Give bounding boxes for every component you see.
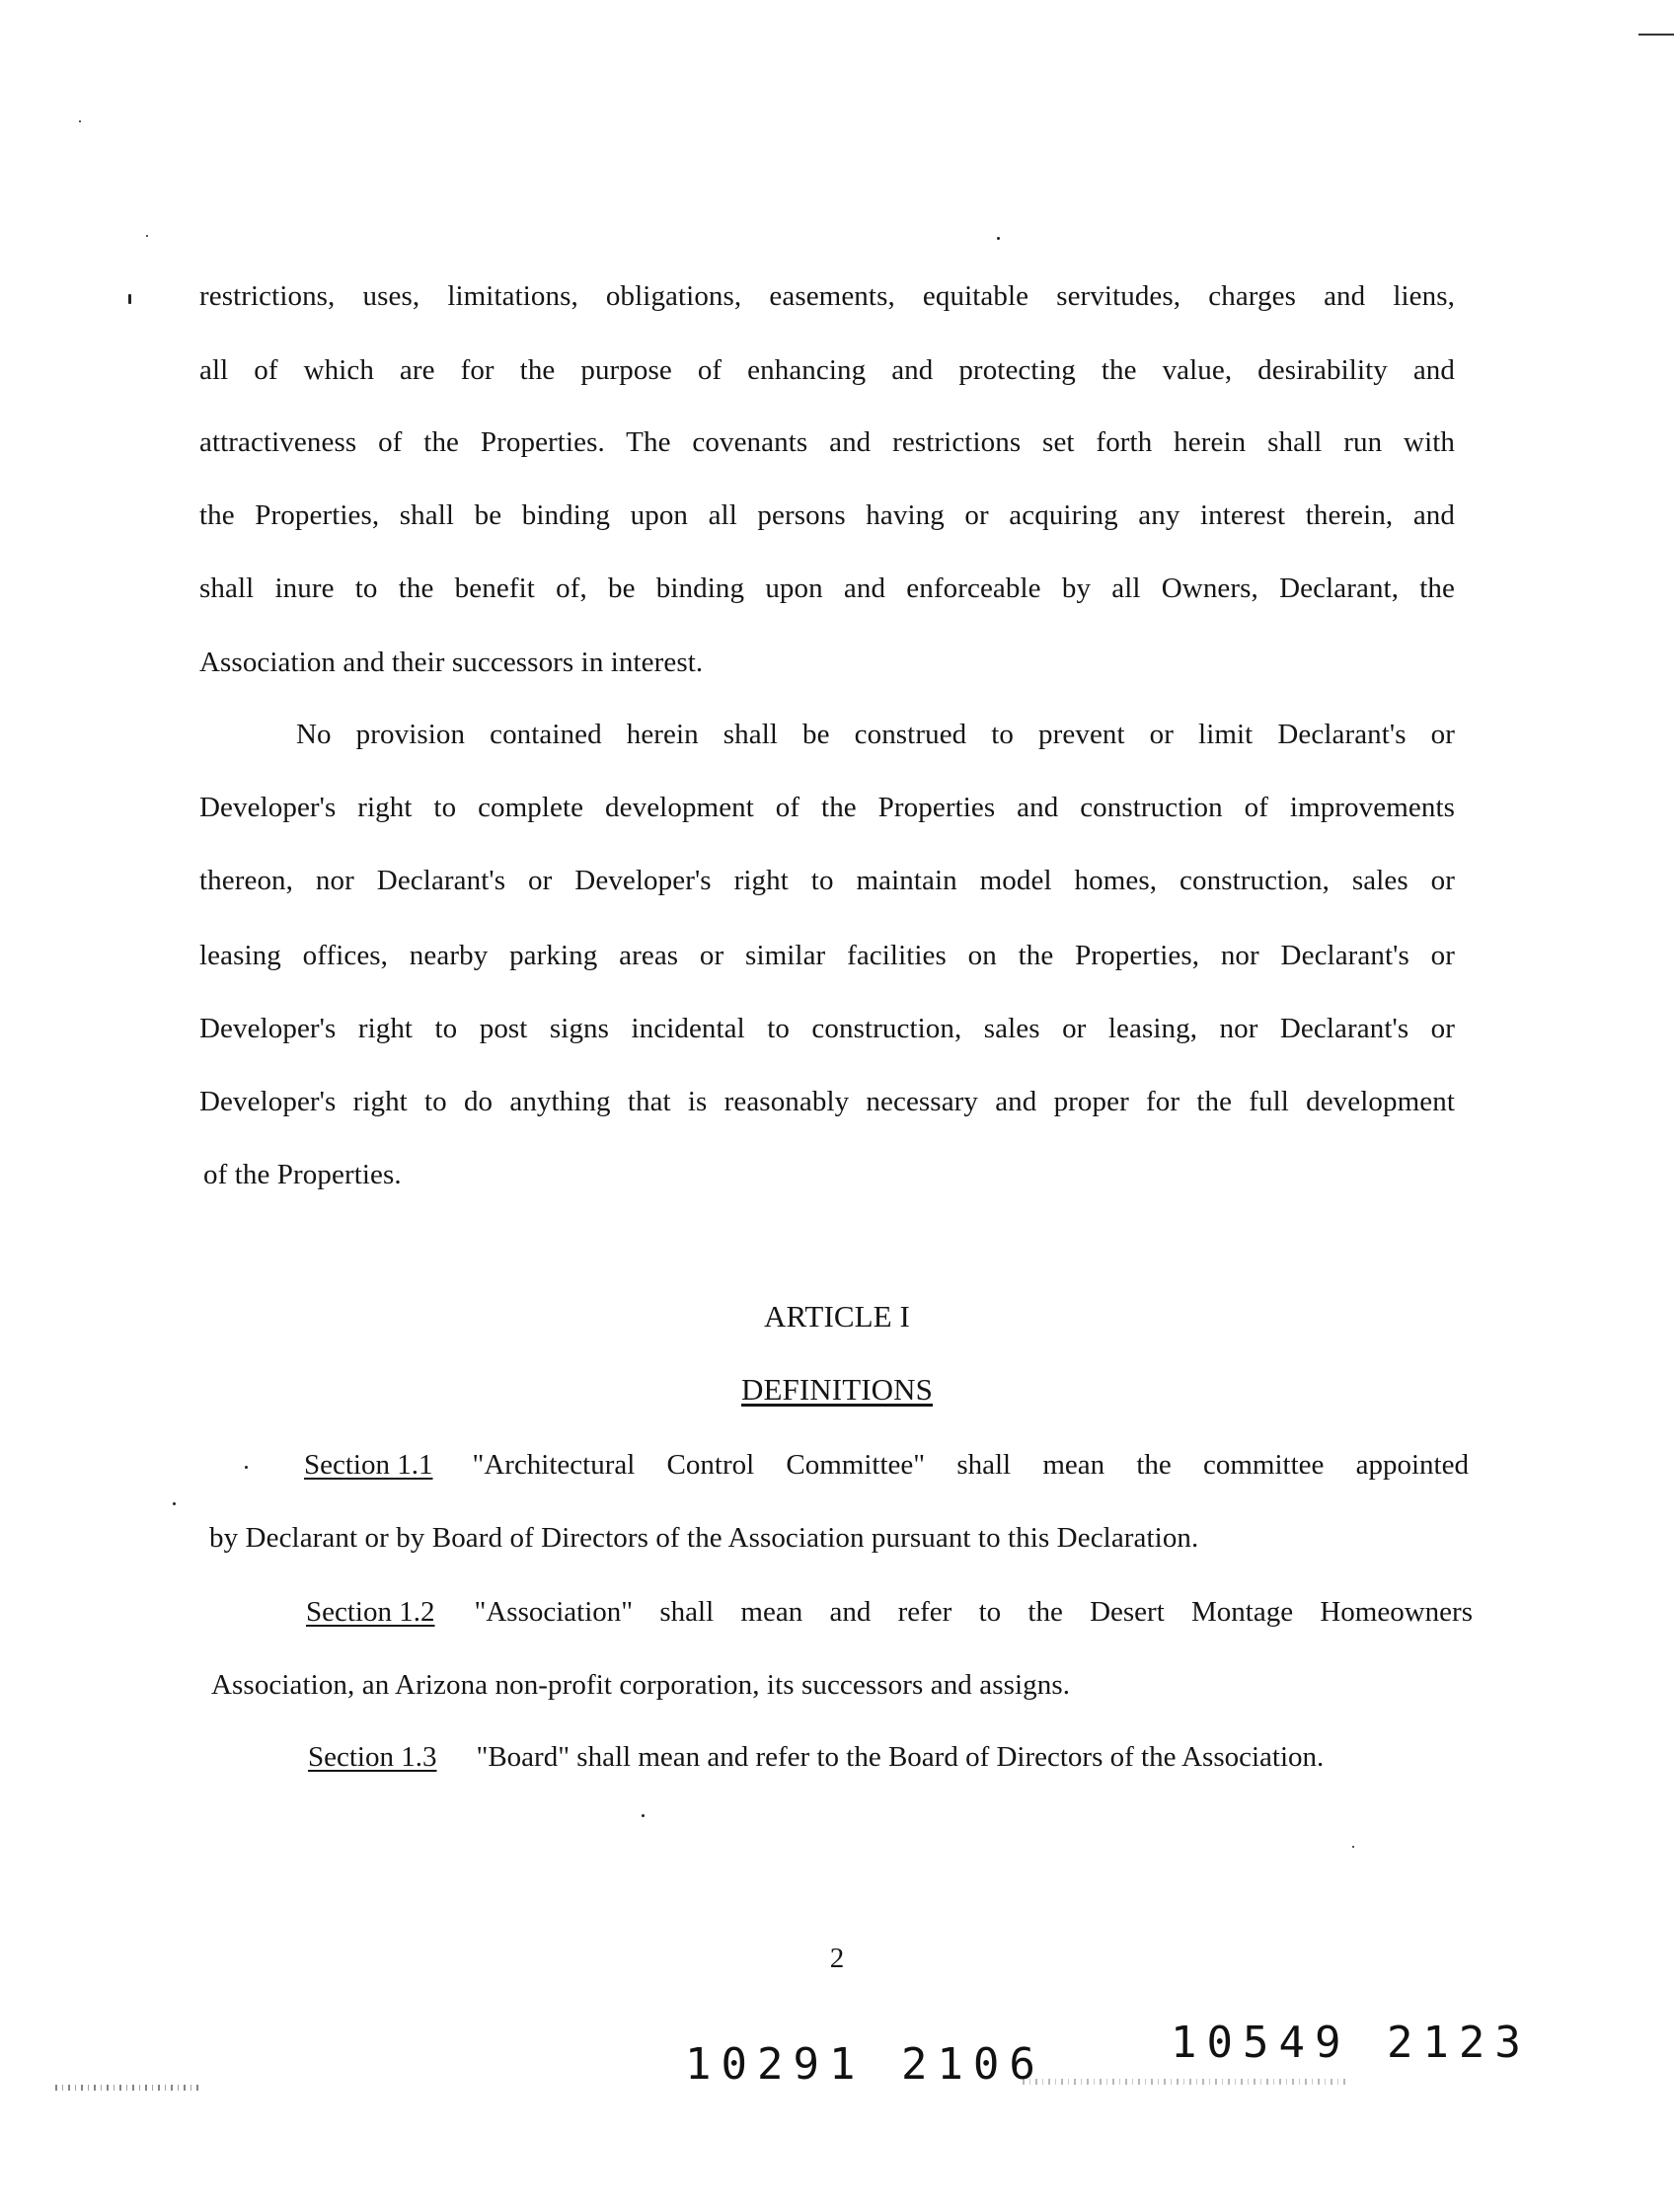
scan-noise-bottom — [1023, 2079, 1348, 2085]
paragraph-1-line-1: restrictions, uses, limitations, obligations, easements, equitable servitudes, charges and liens, — [199, 280, 1455, 312]
paragraph-1-line-4: the Properties, shall be binding upon all persons having or acquiring any interest therein, and — [199, 499, 1455, 531]
scan-noise-left — [55, 2085, 203, 2091]
page-number: 2 — [829, 1943, 845, 1974]
scan-speck — [79, 120, 81, 122]
scan-speck — [173, 1502, 176, 1505]
paragraph-2-line-6: Developer's right to do anything that is reasonably necessary and proper for the full development — [199, 1086, 1455, 1117]
paragraph-1-line-5: shall inure to the benefit of, be binding upon and enforceable by all Owners, Declarant, the — [199, 572, 1455, 604]
scan-corner-mark — [1638, 34, 1674, 36]
recording-stamp-left: 10291 2106 — [685, 2039, 1045, 2090]
scan-speck — [642, 1814, 645, 1817]
paragraph-2-line-4: leasing offices, nearby parking areas or similar facilities on the Properties, nor Declarant's or — [199, 940, 1455, 971]
article-title — [0, 1372, 1674, 1408]
section-1-1-text: "Architectural Control Committee" shall mean the committee appointed — [472, 1449, 1469, 1481]
paragraph-2-line-3: thereon, nor Declarant's or Developer's right to maintain model homes, construction, sales or — [199, 865, 1455, 896]
scan-speck — [146, 235, 148, 237]
scan-speck — [997, 237, 1000, 240]
section-1-2-text: "Association" shall mean and refer to the Desert Montage Homeowners — [474, 1596, 1473, 1628]
scan-speck — [1352, 1846, 1354, 1848]
paragraph-2-line-5: Developer's right to post signs incidental to construction, sales or leasing, nor Declarant's or — [199, 1013, 1455, 1044]
section-1-1-continuation: by Declarant or by Board of Directors of the Association pursuant to this Declaration. — [209, 1522, 1199, 1554]
paragraph-2-line-7: of the Properties. — [203, 1159, 402, 1190]
section-1-3-first-line — [308, 1739, 1473, 1775]
paragraph-2-line-1: No provision contained herein shall be construed to prevent or limit Declarant's or — [296, 719, 1455, 750]
scan-speck — [128, 294, 131, 304]
article-number: ARTICLE I — [764, 1299, 910, 1334]
paragraph-1-line-3: attractiveness of the Properties. The covenants and restrictions set forth herein shall run with — [199, 426, 1455, 458]
article-title-text: DEFINITIONS — [741, 1372, 933, 1407]
section-1-1-label: Section 1.1 — [304, 1449, 433, 1481]
section-1-2-label: Section 1.2 — [306, 1596, 435, 1628]
scan-speck — [245, 1466, 248, 1469]
section-1-3-label: Section 1.3 — [308, 1741, 437, 1773]
section-1-2-continuation: Association, an Arizona non-profit corporation, its successors and assigns. — [211, 1669, 1071, 1701]
paragraph-1-line-2: all of which are for the purpose of enhancing and protecting the value, desirability and — [199, 354, 1455, 386]
section-1-1-first-line — [304, 1447, 1469, 1483]
section-1-3-text: "Board" shall mean and refer to the Board of Directors of the Association. — [476, 1741, 1325, 1773]
section-1-2-first-line — [306, 1594, 1473, 1630]
paragraph-1-line-6: Association and their successors in interest. — [199, 647, 704, 678]
recording-stamp-right: 10549 2123 — [1171, 2018, 1531, 2068]
paragraph-2-line-2: Developer's right to complete development of the Properties and construction of improvements — [199, 792, 1455, 823]
